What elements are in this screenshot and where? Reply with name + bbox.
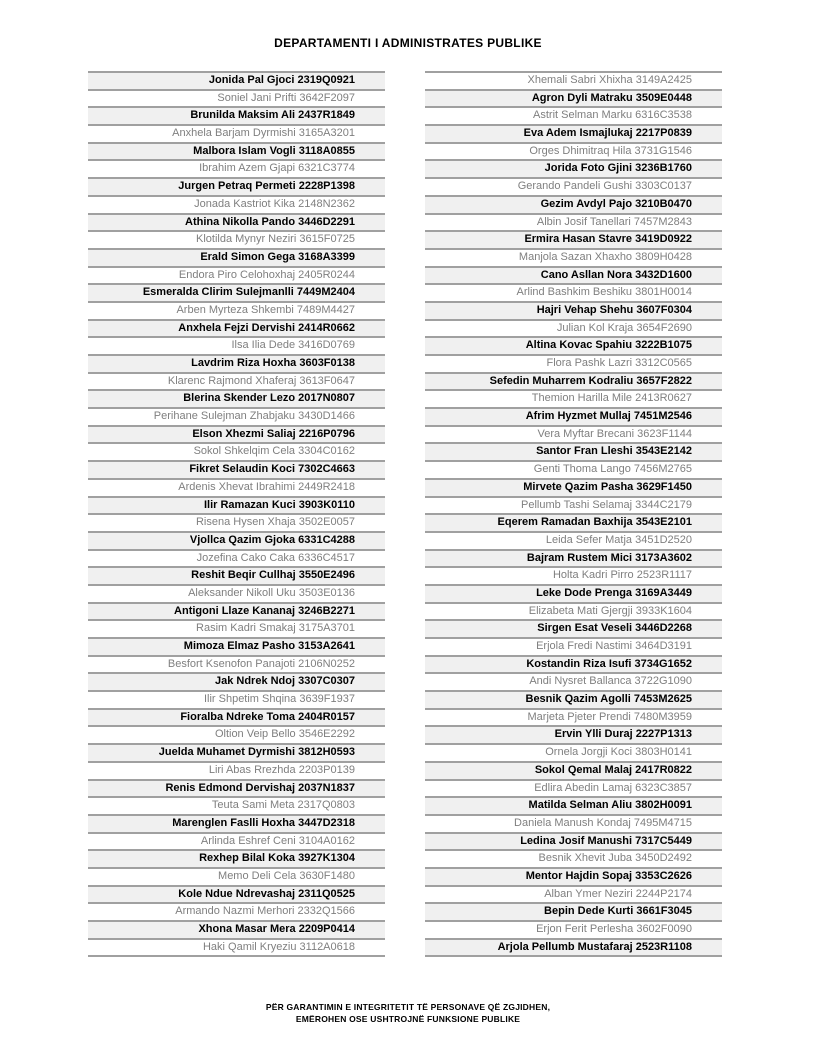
list-item: Eva Adem Ismajlukaj 2217P0839	[425, 126, 722, 144]
list-item: Brunilda Maksim Ali 2437R1849	[88, 108, 385, 126]
list-item: Ilir Shpetim Shqina 3639F1937	[88, 692, 385, 710]
list-item: Besfort Ksenofon Panajoti 2106N0252	[88, 657, 385, 675]
list-item: Ervin Ylli Duraj 2227P1313	[425, 727, 722, 745]
list-item: Arlind Bashkim Beshiku 3801H0014	[425, 285, 722, 303]
list-item: Leida Sefer Matja 3451D2520	[425, 533, 722, 551]
list-item: Edlira Abedin Lamaj 6323C3857	[425, 781, 722, 799]
list-item: Erjola Fredi Nastimi 3464D3191	[425, 639, 722, 657]
list-item: Anxhela Fejzi Dervishi 2414R0662	[88, 321, 385, 339]
list-item: Mimoza Elmaz Pasho 3153A2641	[88, 639, 385, 657]
list-item: Orges Dhimitraq Hila 3731G1546	[425, 144, 722, 162]
list-item: Perihane Sulejman Zhabjaku 3430D1466	[88, 409, 385, 427]
footer-line-1: PËR GARANTIMIN E INTEGRITETIT TË PERSONAVE QË ZGJIDHEN,	[265, 1002, 551, 1012]
list-item: Jonida Pal Gjoci 2319Q0921	[88, 73, 385, 91]
list-item: Vera Myftar Brecani 3623F1144	[425, 427, 722, 445]
list-item: Blerina Skender Lezo 2017N0807	[88, 391, 385, 409]
list-item: Alban Ymer Neziri 2244P2174	[425, 887, 722, 905]
list-item: Soniel Jani Prifti 3642F2097	[88, 91, 385, 109]
list-item: Bajram Rustem Mici 3173A3602	[425, 551, 722, 569]
list-item: Ermira Hasan Stavre 3419D0922	[425, 232, 722, 250]
list-item: Antigoni Llaze Kananaj 3246B2271	[88, 604, 385, 622]
list-item: Marjeta Pjeter Prendi 7480M3959	[425, 710, 722, 728]
list-item: Erjon Ferit Perlesha 3602F0090	[425, 922, 722, 940]
list-item: Ilsa Ilia Dede 3416D0769	[88, 338, 385, 356]
list-item: Sokol Qemal Malaj 2417R0822	[425, 763, 722, 781]
list-item: Altina Kovac Spahiu 3222B1075	[425, 338, 722, 356]
list-item: Erald Simon Gega 3168A3399	[88, 250, 385, 268]
list-item: Holta Kadri Pirro 2523R1117	[425, 568, 722, 586]
list-item: Fikret Selaudin Koci 7302C4663	[88, 462, 385, 480]
list-item: Vjollca Qazim Gjoka 6331C4288	[88, 533, 385, 551]
list-item: Rexhep Bilal Koka 3927K1304	[88, 851, 385, 869]
list-item: Mirvete Qazim Pasha 3629F1450	[425, 480, 722, 498]
list-item: Kole Ndue Ndrevashaj 2311Q0525	[88, 887, 385, 905]
list-item: Haki Qamil Kryeziu 3112A0618	[88, 940, 385, 958]
list-item: Xhemali Sabri Xhixha 3149A2425	[425, 73, 722, 91]
names-column-left	[88, 71, 385, 957]
list-item: Aleksander Nikoll Uku 3503E0136	[88, 586, 385, 604]
list-item: Arlinda Eshref Ceni 3104A0162	[88, 834, 385, 852]
list-item: Ilir Ramazan Kuci 3903K0110	[88, 498, 385, 516]
page-title: DEPARTAMENTI I ADMINISTRATES PUBLIKE	[274, 36, 542, 50]
names-column-right	[425, 71, 722, 957]
list-item: Bepin Dede Kurti 3661F3045	[425, 904, 722, 922]
list-item: Gerando Pandeli Gushi 3303C0137	[425, 179, 722, 197]
list-item: Jorida Foto Gjini 3236B1760	[425, 161, 722, 179]
list-item: Arben Myrteza Shkembi 7489M4427	[88, 303, 385, 321]
list-item: Arjola Pellumb Mustafaraj 2523R1108	[425, 940, 722, 958]
list-item: Gezim Avdyl Pajo 3210B0470	[425, 197, 722, 215]
list-item: Risena Hysen Xhaja 3502E0057	[88, 515, 385, 533]
list-item: Besnik Xhevit Juba 3450D2492	[425, 851, 722, 869]
list-item: Fioralba Ndreke Toma 2404R0157	[88, 710, 385, 728]
list-item: Oltion Veip Bello 3546E2292	[88, 727, 385, 745]
list-item: Endora Piro Celohoxhaj 2405R0244	[88, 268, 385, 286]
list-item: Lavdrim Riza Hoxha 3603F0138	[88, 356, 385, 374]
list-item: Sefedin Muharrem Kodraliu 3657F2822	[425, 374, 722, 392]
list-item: Ledina Josif Manushi 7317C5449	[425, 834, 722, 852]
list-item: Ardenis Xhevat Ibrahimi 2449R2418	[88, 480, 385, 498]
list-item: Esmeralda Clirim Sulejmanlli 7449M2404	[88, 285, 385, 303]
list-item: Leke Dode Prenga 3169A3449	[425, 586, 722, 604]
list-item: Jonada Kastriot Kika 2148N2362	[88, 197, 385, 215]
list-item: Sokol Shkelqim Cela 3304C0162	[88, 444, 385, 462]
list-item: Jurgen Petraq Permeti 2228P1398	[88, 179, 385, 197]
list-item: Ornela Jorgji Koci 3803H0141	[425, 745, 722, 763]
list-item: Malbora Islam Vogli 3118A0855	[88, 144, 385, 162]
list-item: Liri Abas Rrezhda 2203P0139	[88, 763, 385, 781]
list-item: Anxhela Barjam Dyrmishi 3165A3201	[88, 126, 385, 144]
list-item: Eqerem Ramadan Baxhija 3543E2101	[425, 515, 722, 533]
list-item: Rasim Kadri Smakaj 3175A3701	[88, 621, 385, 639]
list-item: Ibrahim Azem Gjapi 6321C3774	[88, 161, 385, 179]
list-item: Klarenc Rajmond Xhaferaj 3613F0647	[88, 374, 385, 392]
list-item: Mentor Hajdin Sopaj 3353C2626	[425, 869, 722, 887]
list-item: Daniela Manush Kondaj 7495M4715	[425, 816, 722, 834]
footer	[0, 1001, 816, 1025]
list-item: Matilda Selman Aliu 3802H0091	[425, 798, 722, 816]
list-item: Albin Josif Tanellari 7457M2843	[425, 215, 722, 233]
list-item: Sirgen Esat Veseli 3446D2268	[425, 621, 722, 639]
list-item: Besnik Qazim Agolli 7453M2625	[425, 692, 722, 710]
list-item: Flora Pashk Lazri 3312C0565	[425, 356, 722, 374]
list-item: Renis Edmond Dervishaj 2037N1837	[88, 781, 385, 799]
list-item: Juelda Muhamet Dyrmishi 3812H0593	[88, 745, 385, 763]
list-item: Elizabeta Mati Gjergji 3933K1604	[425, 604, 722, 622]
list-item: Jozefina Cako Caka 6336C4517	[88, 551, 385, 569]
list-item: Jak Ndrek Ndoj 3307C0307	[88, 674, 385, 692]
list-item: Armando Nazmi Merhori 2332Q1566	[88, 904, 385, 922]
list-item: Astrit Selman Marku 6316C3538	[425, 108, 722, 126]
list-item: Pellumb Tashi Selamaj 3344C2179	[425, 498, 722, 516]
list-item: Genti Thoma Lango 7456M2765	[425, 462, 722, 480]
list-item: Marenglen Faslli Hoxha 3447D2318	[88, 816, 385, 834]
list-item: Reshit Beqir Cullhaj 3550E2496	[88, 568, 385, 586]
list-item: Afrim Hyzmet Mullaj 7451M2546	[425, 409, 722, 427]
list-item: Kostandin Riza Isufi 3734G1652	[425, 657, 722, 675]
list-item: Xhona Masar Mera 2209P0414	[88, 922, 385, 940]
list-item: Klotilda Mynyr Neziri 3615F0725	[88, 232, 385, 250]
list-item: Agron Dyli Matraku 3509E0448	[425, 91, 722, 109]
list-item: Themion Harilla Mile 2413R0627	[425, 391, 722, 409]
list-item: Hajri Vehap Shehu 3607F0304	[425, 303, 722, 321]
list-item: Athina Nikolla Pando 3446D2291	[88, 215, 385, 233]
list-item: Julian Kol Kraja 3654F2690	[425, 321, 722, 339]
footer-line-2: EMËROHEN OSE USHTROJNË FUNKSIONE PUBLIKE	[295, 1014, 521, 1024]
list-item: Manjola Sazan Xhaxho 3809H0428	[425, 250, 722, 268]
list-item: Teuta Sami Meta 2317Q0803	[88, 798, 385, 816]
list-item: Santor Fran Lleshi 3543E2142	[425, 444, 722, 462]
list-item: Memo Deli Cela 3630F1480	[88, 869, 385, 887]
list-item: Andi Nysret Ballanca 3722G1090	[425, 674, 722, 692]
list-item: Elson Xhezmi Saliaj 2216P0796	[88, 427, 385, 445]
list-item: Cano Asllan Nora 3432D1600	[425, 268, 722, 286]
